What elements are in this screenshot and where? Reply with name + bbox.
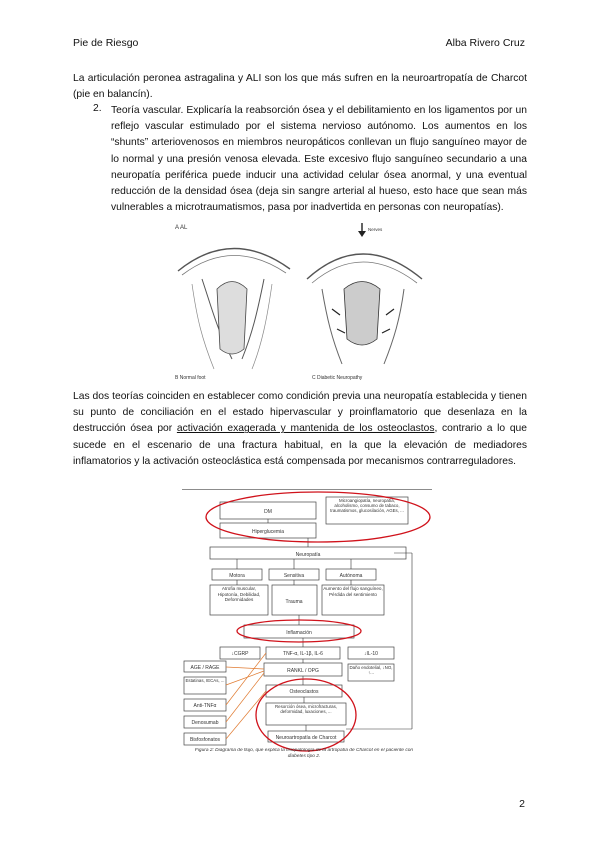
il10-label: ↓IL-10 bbox=[364, 651, 378, 657]
cytokines-label: TNF-α, IL-1β, IL-6 bbox=[283, 651, 323, 657]
page-number: 2 bbox=[519, 798, 525, 810]
p3-part-a: Las dos teorías coinciden en establecer como condición previa una neuropatía establecida y tienen su punto de conciliación en el estado hipervascular y proinflamatorio que desenlaza en la destrucción ósea por bbox=[73, 391, 527, 435]
side-statins: Estatinas, IECAs, ... bbox=[185, 678, 225, 683]
rankl-label: RANKL / OPG bbox=[287, 668, 319, 674]
motor-effects-text: Atrofia muscular, Hipotonía, Debilidad, Deformidades bbox=[217, 586, 261, 602]
dm-label: DM bbox=[264, 509, 272, 515]
trauma-label: Trauma bbox=[285, 599, 303, 605]
figure-caption: Figura 2: Diagrama de flujo, que explica la fisiopatología de la artropatía de Charcot en el paciente con diabetes tipo 2. bbox=[194, 748, 414, 759]
p3-part-b: , contrario a lo que sucede en el escenario de una fractura habitual, en la que la elevación de mediadores inflamatorios y la activación osteoclástica está compensada por mecanismos contrarreguladores. bbox=[73, 423, 528, 467]
side-anti-tnf: Anti-TNFα bbox=[193, 703, 217, 709]
fractures-text: Resorción ósea, microfracturas, deformidad, luxaciones, ... bbox=[275, 704, 337, 715]
inflammation-label: Inflamación bbox=[286, 630, 312, 636]
diabetic-foot-drawing bbox=[307, 223, 422, 381]
flow-diagram bbox=[182, 489, 432, 769]
risk-factors-text: Microangiopatía, neuropatía, alcoholismo, consumo de tabaco, traumatismos, glucosilación, AGEs, ... bbox=[330, 498, 404, 513]
paragraph-conclusion bbox=[73, 389, 527, 470]
side-denosumab: Denosumab bbox=[191, 720, 219, 726]
left-corner-label: A AL bbox=[175, 225, 188, 231]
endothelial-text: Daño endotelial, ↓NO, ↑... bbox=[349, 665, 393, 676]
neuropathy-label: Neuropatía bbox=[295, 552, 321, 558]
osteoclasts-label: Osteoclastos bbox=[289, 689, 319, 695]
paragraph-vascular-theory: Teoría vascular. Explicaría la reabsorción ósea y el debilitamiento en los ligamentos por un reflejo vascular estimulado por el sistema nervioso autónomo. Los aumentos en los “shunts” arteriovenosos en miembros neuropáticos conllevan un flujo sanguíneo mayor de lo normal y una presión venosa elevada. Este excesivo flujo sanguíneo secundario a una neuropatía periférica puede inducir una actividad celular ósea anormal, y una eventual reducción de la densidad ósea (deja sin sangre arterial al hueso, esto hace que sean más vulnerables a microtraumatismos, pasa por inadvertida en personas con neuropatías). bbox=[111, 105, 527, 214]
anatomy-figure bbox=[172, 219, 430, 385]
right-top-label: Nerves bbox=[368, 227, 383, 232]
autonomic-label: Autónoma bbox=[339, 573, 363, 579]
header-author: Alba Rivero Cruz bbox=[445, 37, 525, 49]
paragraph-1: La articulación peronea astragalina y ALI son los que más sufren en la neuroartropatía de Charcot (pie en balancín). bbox=[73, 73, 527, 101]
right-caption: C Diabetic Neuropathy bbox=[312, 375, 363, 381]
left-caption: B Normal foot bbox=[175, 375, 206, 381]
list-number: 2. bbox=[93, 103, 102, 114]
autonomic-effects-text: Aumento del flujo sanguíneo, Pérdida del sentimiento bbox=[323, 586, 383, 597]
hyperglycemia-label: Hiperglucemia bbox=[252, 529, 284, 535]
charcot-label: Neuroartropatía de Charcot bbox=[275, 735, 337, 741]
age-rage-label: AGE / RAGE bbox=[190, 665, 220, 671]
side-bisphosphonates: Bisfosfonatos bbox=[189, 737, 221, 743]
sensory-label: Sensitiva bbox=[283, 573, 305, 579]
motor-label: Motora bbox=[229, 573, 245, 579]
p3-underlined: activación exagerada y mantenida de los osteoclastos bbox=[176, 423, 435, 435]
header-title: Pie de Riesgo bbox=[73, 37, 139, 49]
cgrp-label: ↓CGRP bbox=[231, 651, 249, 657]
normal-foot-drawing bbox=[175, 225, 290, 381]
